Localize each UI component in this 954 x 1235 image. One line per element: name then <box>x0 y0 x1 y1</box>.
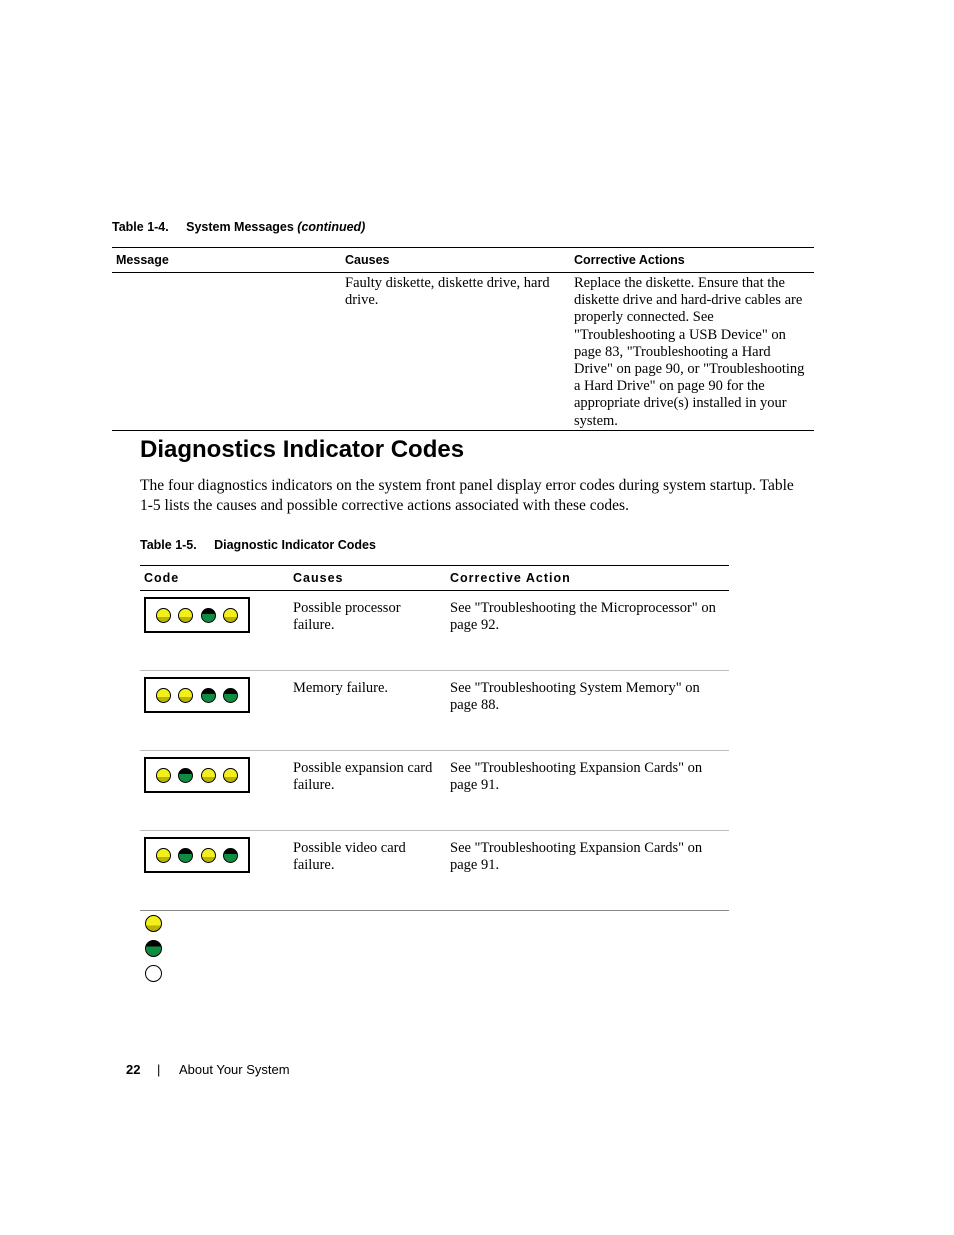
table4-header-message: Message <box>112 248 341 273</box>
table5-header-action: Corrective Action <box>446 566 729 591</box>
indicator-light-icon <box>178 608 193 623</box>
indicator-light-icon <box>223 768 238 783</box>
indicator-light-icon <box>223 608 238 623</box>
indicator-light-icon <box>201 688 216 703</box>
indicator-light-icon <box>178 848 193 863</box>
indicator-light-icon <box>201 848 216 863</box>
cause-cell: Possible processor failure. <box>289 591 446 671</box>
action-cell: See "Troubleshooting System Memory" on page 88. <box>446 671 729 751</box>
table4-cell-causes: Faulty diskette, diskette drive, hard drive. <box>341 273 570 431</box>
indicator-light-icon <box>201 608 216 623</box>
footer-section-title: About Your System <box>179 1062 290 1077</box>
indicator-light-icon <box>156 768 171 783</box>
indicator-light-icon <box>223 688 238 703</box>
table-row <box>140 751 729 831</box>
diagnostic-codes-table <box>140 565 729 911</box>
action-cell: See "Troubleshooting the Microprocessor" on page 92. <box>446 591 729 671</box>
table5-header-causes: Causes <box>289 566 446 591</box>
code-cell <box>140 591 289 671</box>
indicator-panel <box>144 757 250 793</box>
page-number: 22 <box>126 1062 141 1077</box>
cause-cell: Memory failure. <box>289 671 446 751</box>
table-row <box>140 831 729 911</box>
indicator-panel <box>144 597 250 633</box>
table4-header-actions: Corrective Actions <box>570 248 814 273</box>
indicator-light-icon <box>178 768 193 783</box>
code-cell <box>140 831 289 911</box>
intro-paragraph: The four diagnostics indicators on the system front panel display error codes during system startup. Table 1-5 lists the causes and possible corrective actions associated with these codes. <box>140 477 794 514</box>
legend-light-icon <box>145 940 162 957</box>
legend-light-icon <box>145 915 162 932</box>
table4-cell-actions: Replace the diskette. Ensure that the diskette drive and hard-drive cables are properly connected. See "Troubleshooting a USB Device" on page 83, "Troubleshooting a Hard Drive" on page 90, or "Troubleshooting a Hard Drive" on page 90 for the appropriate drive(s) installed in your system. <box>570 273 814 431</box>
table4-cell-message <box>112 273 341 431</box>
table5-caption <box>140 538 376 552</box>
table4-caption-suffix: (continued) <box>297 220 366 234</box>
indicator-light-icon <box>156 688 171 703</box>
table-row <box>140 591 729 671</box>
indicator-light-icon <box>156 848 171 863</box>
cause-cell: Possible video card failure. <box>289 831 446 911</box>
table4-caption-prefix: Table 1-4. <box>112 220 169 234</box>
code-cell <box>140 671 289 751</box>
table5-caption-prefix: Table 1-5. <box>140 538 197 552</box>
table-row <box>112 273 814 431</box>
system-messages-table <box>112 247 814 431</box>
cause-cell: Possible expansion card failure. <box>289 751 446 831</box>
code-cell <box>140 751 289 831</box>
table5-caption-title: Diagnostic Indicator Codes <box>214 538 376 552</box>
section-heading: Diagnostics Indicator Codes <box>140 436 465 463</box>
indicator-panel <box>144 677 250 713</box>
indicator-panel <box>144 837 250 873</box>
action-cell: See "Troubleshooting Expansion Cards" on page 91. <box>446 831 729 911</box>
table4-header-causes: Causes <box>341 248 570 273</box>
indicator-light-icon <box>201 768 216 783</box>
indicator-light-icon <box>223 848 238 863</box>
table5-header-code: Code <box>140 566 289 591</box>
indicator-light-icon <box>156 608 171 623</box>
action-cell: See "Troubleshooting Expansion Cards" on page 91. <box>446 751 729 831</box>
footer-separator: | <box>157 1062 161 1077</box>
indicator-legend <box>145 915 162 982</box>
table4-caption-title: System Messages <box>186 220 294 234</box>
table-row <box>140 671 729 751</box>
table4-caption <box>112 220 365 234</box>
indicator-light-icon <box>178 688 193 703</box>
legend-light-icon <box>145 965 162 982</box>
